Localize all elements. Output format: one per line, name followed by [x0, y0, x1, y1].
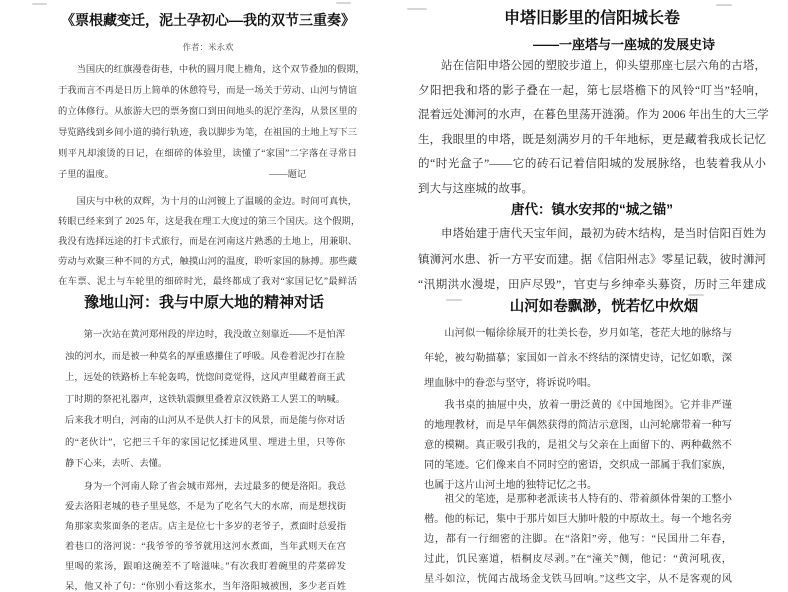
text-line: 的“老伙计”，它把三千年的家国记忆揉进风里、埋进土里，只等你	[65, 437, 345, 448]
text-line: 同的笔迹。它们像来自不同时空的密语，交织成一部属于我们家族，	[424, 460, 732, 471]
text-line: 到大与这座城的故事。	[418, 182, 533, 195]
text-line: 我书桌的抽屉中央，放着一册泛黄的《中国地图》。它并非严谨	[444, 400, 732, 411]
right-page-subtitle: ——一座塔与一座城的发展史诗	[532, 37, 715, 52]
right-bottom-section-heading: 山河如卷飘渺，恍若忆中炊烟	[509, 299, 699, 315]
text-line: 呆，他又补了句：“你别小看这浆水，当年洛阳城被围，多少老百姓	[65, 582, 346, 592]
text-line: 着巷口的洛河说：“我爷爷的爷爷就用这河水煮面，当年武则天在宫	[65, 542, 346, 552]
text-line: 丁时期的祭祀礼器声，这铁轨震颤里叠着京汉铁路工人罢工的呐喊。	[65, 394, 345, 405]
text-line: 后来我才明白，河南的山河从不是供人打卡的风景，而是能与你对话	[65, 416, 345, 426]
text-line: 里喝的浆汤，跟咱这碗差不了啥滋味。”有次我盯着碗里的芹菜碎发	[65, 562, 346, 572]
text-line: 年轮，被勾勒描摹；家国如一首永不终结的深情史诗，记忆如歌，深	[424, 353, 732, 364]
text-line: 当国庆的红旗漫卷街巷，中秋的圆月爬上檐角，这个双节叠加的假期，	[76, 65, 365, 75]
right-bottom-paragraph-2	[424, 396, 732, 496]
text-line: 劳动与欢聚三种不同的方式，触摸山河的温度，聆听家国的脉搏。那些藏	[58, 257, 357, 267]
text-line: 国庆与中秋的双辉，为十月的山河镀上了温暖的金边。时间可真快，	[76, 197, 357, 207]
right-bottom-paragraph-3	[424, 490, 732, 590]
text-line: “汛期洪水漫堤，田庐尽毁”，官吏与乡绅牵头募资，历时三年建成	[418, 279, 766, 291]
text-line: 于我而言不再是日历上简单的休憩符号，而是一场关于劳动、山河与情谊	[58, 86, 357, 96]
text-line: 身为一个河南人除了省会城市郑州，去过最多的便是洛阳。我总	[83, 482, 346, 492]
text-line: 我没有选择远途的打卡式旅行，而是在河南这片熟悉的土地上，用兼职、	[58, 237, 357, 247]
text-line: 楷。他的标记，集中于那片如巨大肺叶般的中原故土。每一个地名旁	[424, 514, 732, 525]
right-top-section-heading: 唐代：镇水安邦的“城之锚”	[511, 202, 673, 217]
text-line: 埋血脉中的眷恋与坚守，将诉说吟唱。	[424, 378, 598, 389]
text-line: 转眼已经来到了 2025 年，这是我在理工大度过的第三个国庆。这个假期，	[58, 217, 361, 227]
text-line: 申塔始建于唐代天宝年间，最初为砖木结构，是当时信阳百姓为	[441, 228, 766, 240]
text-line: 夕阳把我和塔的影子叠在一起，第七层塔檐下的风铃“叮当”轻响，	[418, 84, 766, 97]
text-line: 的“时光盒子”——它的砖石记着信阳城的发展脉络，也装着我从小	[418, 158, 766, 170]
text-line: 镇浉河水患、祈一方平安而建。据《信阳州志》零星记载，彼时浉河	[418, 253, 766, 266]
text-line: 爱去洛阳老城的巷子里晃悠，不是为了吃名气大的水席，而是想找街	[65, 502, 346, 512]
text-line: 过此，饥民塞道，梧桐皮尽剥。”在“潼关”侧，他记：“黄河吼夜，	[424, 554, 732, 565]
epigraph-label: ——题记	[268, 170, 307, 180]
text-line: 第一次站在黄河郑州段的岸边时，我没敢立刻靠近——不是怕浑	[83, 330, 345, 340]
text-line: 祖父的笔迹，是那种老派读书人特有的、带着颜体骨架的工整小	[444, 494, 732, 505]
right-page-title: 申塔旧影里的信阳城长卷	[503, 10, 680, 27]
text-line: 混着远处浉河的水声，在暮色里荡开涟漪。作为 2006 年出生的大三学	[418, 109, 769, 121]
text-line: 导览路线到乡间小道的骑行轨迹，我以脚步为笔，在祖国的土地上写下三	[58, 128, 357, 138]
text-line: 浊的河水，而是被一种莫名的厚重感攥住了呼吸。风卷着泥沙打在脸	[65, 351, 345, 362]
text-line: 的立体修行。从旅游大巴的票务窗口到田间地头的泥泞垄沟，从景区里的	[58, 107, 357, 117]
right-bottom-paragraph-1	[424, 321, 732, 396]
text-line: 上，远处的铁路桥上车轮轰鸣，恍惚间竟觉得，这风声里藏着商王武	[65, 373, 345, 383]
paragraph-last-line: 子里的温度。	[58, 170, 114, 180]
text-line: 生，我眼里的申塔，既是刻满岁月的千年地标，更是藏着我成长记忆	[418, 133, 766, 146]
text-line: 在车票、泥土与车轮里的细碎时光，最终都成了我对“家国记忆”最鲜活	[58, 277, 357, 287]
text-line: 则平凡却滚烫的日记，在细碎的体验里，读懂了“家国”二字落在寻常日	[58, 149, 357, 159]
text-line: 的地理教材，而是早年偶然获得的简洁示意图，山河轮廓带着一种写	[424, 420, 732, 431]
text-line: 静下心来，去听、去懂。	[65, 459, 168, 469]
left-page-author: 作者：米永欢	[182, 42, 234, 52]
text-line: 边，都有一行细密的注脚。在“洛阳”旁，他写：“民国卅二年春，	[424, 534, 732, 545]
text-line: 站在信阳申塔公园的塑胶步道上，仰头望那座七层六角的古塔，	[441, 60, 766, 72]
text-line: 星斗如泣，恍闻古战场金戈铁马回响。”这些文字，从不是客观的风	[424, 574, 732, 585]
text-line: 角那家卖浆面条的老店。店主是位七十多岁的老爷子，煮面时总爱指	[65, 522, 346, 532]
text-line: 意的模糊。真正吸引我的，是祖父与父亲在上面留下的、两种截然不	[424, 440, 732, 451]
text-line: 山河似一幅徐徐展开的壮美长卷，岁月如笔，苍茫大地的脉络与	[444, 328, 732, 339]
left-page-title: 《票根藏变迁，泥土孕初心—我的双节三重奏》	[61, 12, 355, 28]
text-line: 也属于这片山河土地的独特记忆之书。	[424, 480, 598, 491]
left-section-heading: 豫地山河：我与中原大地的精神对话	[83, 294, 324, 311]
